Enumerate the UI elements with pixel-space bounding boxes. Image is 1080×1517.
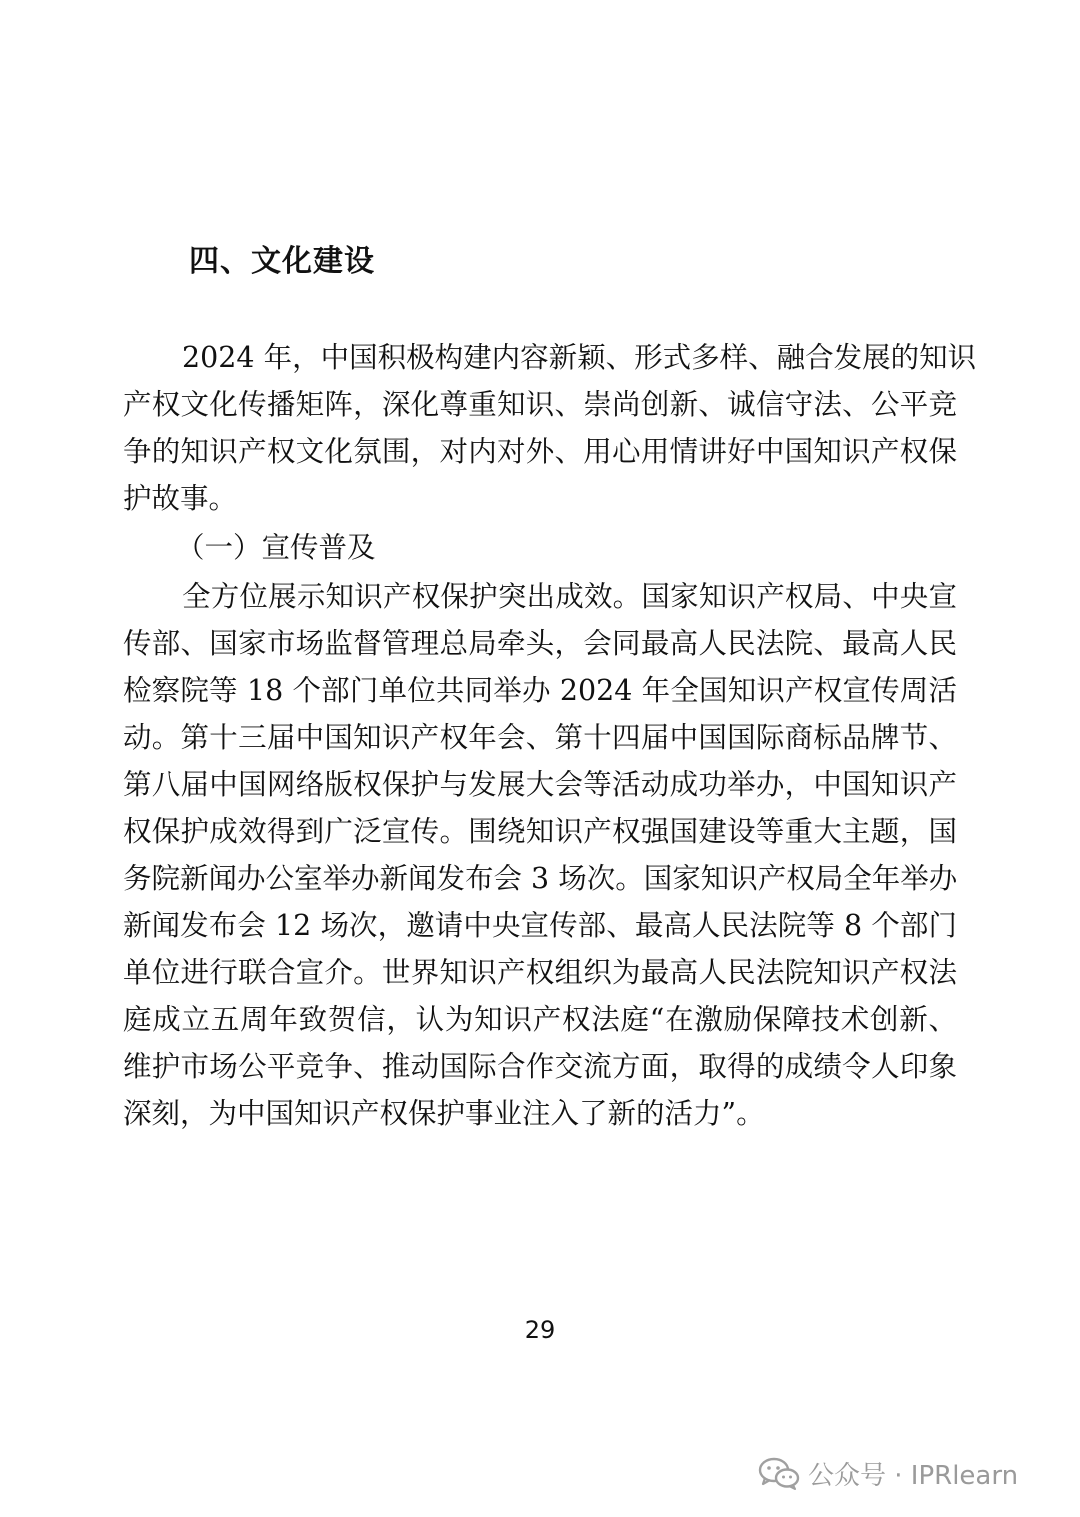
paragraph-line: 庭成立五周年致贺信，认为知识产权法庭“在激励保障技术创新、	[123, 1003, 957, 1036]
paragraph-line: 争的知识产权文化氛围，对内对外、用心用情讲好中国知识产权保	[123, 435, 957, 468]
paragraph-line: 动。第十三届中国知识产权年会、第十四届中国国际商标品牌节、	[123, 721, 957, 754]
paragraph-line: 深刻，为中国知识产权保护事业注入了新的活力”。	[123, 1097, 765, 1130]
paragraph-line: 第八届中国网络版权保护与发展大会等活动成功举办，中国知识产	[123, 768, 957, 801]
section-heading: 四、文化建设	[189, 244, 375, 279]
watermark	[758, 1455, 1018, 1491]
wechat-icon	[758, 1456, 800, 1490]
paragraph-line: 2024 年，中国积极构建内容新颖、形式多样、融合发展的知识	[182, 341, 977, 374]
paragraph-line: 全方位展示知识产权保护突出成效。国家知识产权局、中央宣	[182, 580, 957, 613]
subsection-heading: （一）宣传普及	[176, 531, 376, 564]
paragraph-line: 维护市场公平竞争、推动国际合作交流方面，取得的成绩令人印象	[123, 1050, 957, 1083]
paragraph-line: 检察院等 18 个部门单位共同举办 2024 年全国知识产权宣传周活	[123, 674, 957, 707]
page-number: 29	[524, 1316, 556, 1344]
paragraph-line: 务院新闻办公室举办新闻发布会 3 场次。国家知识产权局全年举办	[123, 862, 958, 895]
paragraph-line: 新闻发布会 12 场次，邀请中央宣传部、最高人民法院等 8 个部门	[123, 909, 957, 942]
paragraph-line: 单位进行联合宣介。世界知识产权组织为最高人民法院知识产权法	[123, 956, 957, 989]
paragraph-line: 护故事。	[123, 482, 238, 515]
paragraph-line: 产权文化传播矩阵，深化尊重知识、崇尚创新、诚信守法、公平竞	[123, 388, 957, 421]
paragraph-line: 传部、国家市场监督管理总局牵头，会同最高人民法院、最高人民	[123, 627, 957, 660]
watermark-text: 公众号 · IPRlearn	[808, 1460, 1019, 1491]
paragraph-line: 权保护成效得到广泛宣传。围绕知识产权强国建设等重大主题，国	[123, 815, 957, 848]
